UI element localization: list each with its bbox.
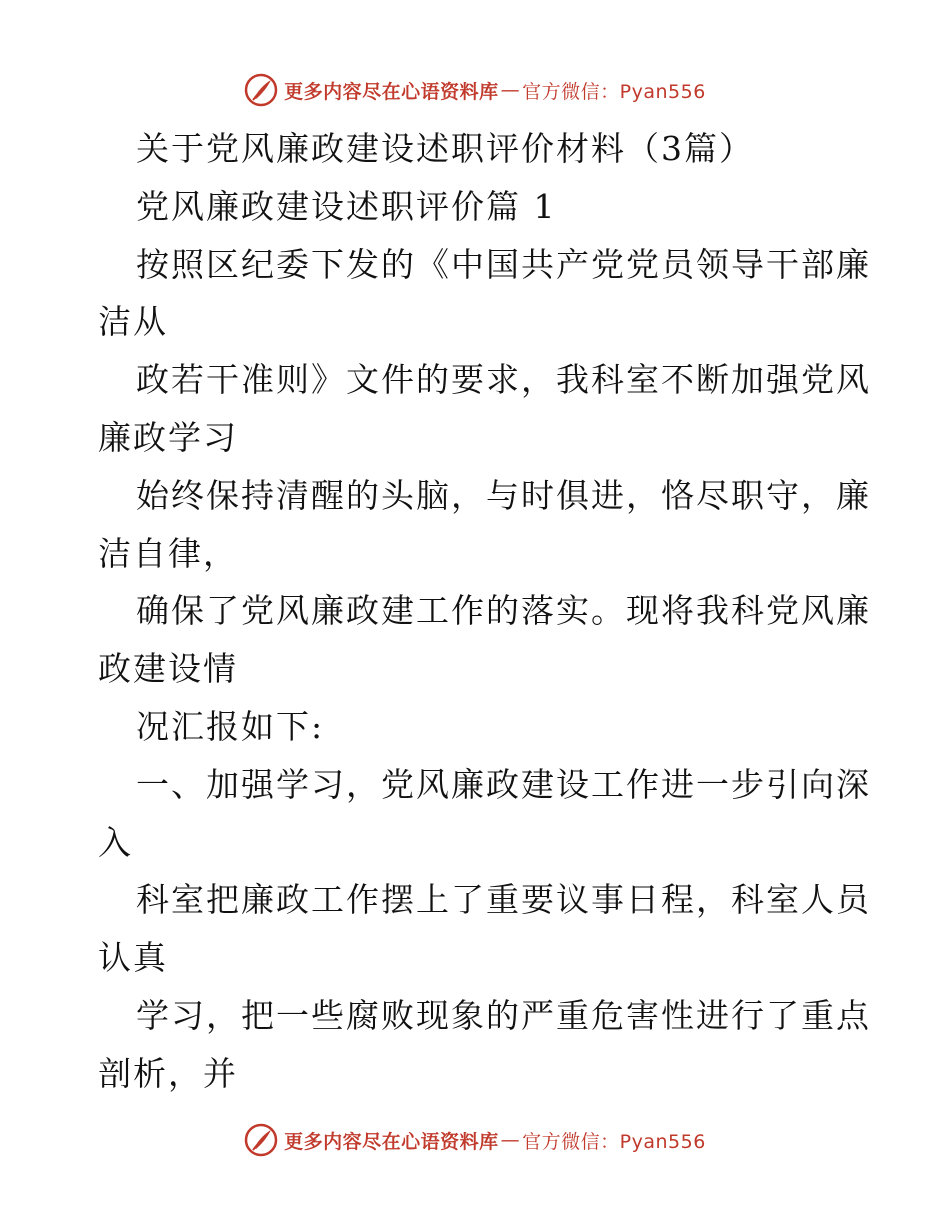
text-line: 况汇报如下: [136, 706, 325, 746]
text-line: 一、加强学习，党风廉政建设工作进一步引向深 [136, 764, 871, 804]
text-line: 确保了党风廉政建工作的落实。现将我科党风廉 [136, 591, 871, 631]
text-line: 洁自律， [98, 533, 238, 573]
quill-logo-icon [244, 1123, 278, 1157]
text-line: 始终保持清醒的头脑，与时俱进，恪尽职守，廉 [136, 475, 871, 515]
text-line: 党风廉政建设述职评价篇 1 [136, 186, 557, 226]
text-line: 政若干准则》文件的要求，我科室不断加强党风 [136, 360, 871, 400]
text-line: 入 [98, 822, 133, 862]
banner-wechat-text: 官方微信：Pyan556 [522, 1130, 706, 1153]
text-line: 政建设情 [98, 649, 238, 689]
quill-logo-icon [244, 73, 278, 107]
banner-left-text: 更多内容尽在心语资料库 [284, 1130, 499, 1153]
text-line: 按照区纪委下发的《中国共产党党员领导干部廉 [136, 244, 871, 284]
text-line: 认真 [98, 938, 168, 978]
banner-dash: — [500, 79, 521, 101]
text-line: 洁从 [98, 302, 168, 342]
document-body [98, 120, 871, 1103]
text-line: 学习，把一些腐败现象的严重危害性进行了重点 [136, 995, 871, 1035]
text-line: 关于党风廉政建设述职评价材料（3篇） [136, 129, 754, 168]
banner-left-text: 更多内容尽在心语资料库 [284, 80, 499, 103]
text-line: 科室把廉政工作摆上了重要议事日程，科室人员 [136, 880, 871, 920]
banner-wechat-text: 官方微信：Pyan556 [522, 80, 706, 103]
text-line: 廉政学习 [98, 417, 238, 457]
header-banner [0, 70, 950, 110]
banner-dash: — [500, 1129, 521, 1151]
text-line: 剖析，并 [98, 1053, 238, 1093]
footer-banner [0, 1120, 950, 1160]
